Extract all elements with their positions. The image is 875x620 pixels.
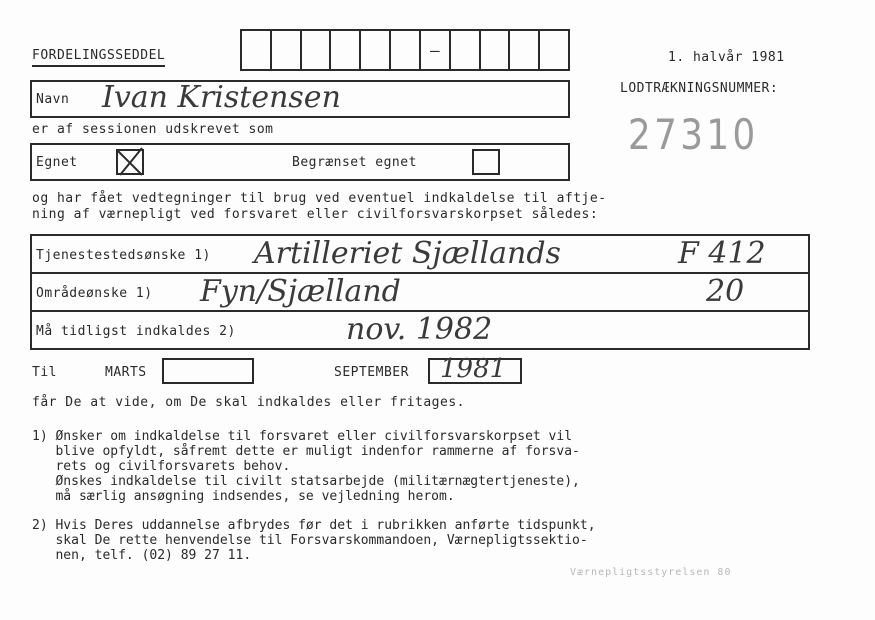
duty-code-handwritten: F 412: [678, 236, 766, 271]
intro-line-1: og har fået vedtegninger til brug ved eventuel indkaldelse til aftje-: [32, 191, 607, 206]
cross-mark-icon: [112, 145, 148, 179]
id-cell: [361, 31, 391, 69]
id-cell: [272, 31, 302, 69]
id-cell: [242, 31, 272, 69]
area-handwritten: Fyn/Sjælland: [200, 274, 401, 309]
id-cell: [510, 31, 540, 69]
session-caption: er af sessionen udskrevet som: [32, 122, 274, 137]
id-cell: [540, 31, 568, 69]
name-label: Navn: [36, 92, 70, 107]
name-box: [30, 80, 570, 118]
area-code-handwritten: 20: [706, 274, 745, 309]
duty-label: Tjenestestedsønske 1): [36, 248, 211, 263]
name-handwritten: Ivan Kristensen: [102, 80, 341, 115]
lottery-number-label: LODTRÆKNINGSNUMMER:: [620, 81, 779, 96]
footnote-1: 1) Ønsker om indkaldelse til forsvaret eller civilforsvarskorpset vil blive opfyldt, såfremt dette er muligt indenfor rammerne af forsva- rets og civilforsvarets behov. Ønskes indkaldelse til civilt statsarbejde (militærnægtertjeneste), må særlig ansøgning indsendes, se vejledning herom.: [32, 429, 580, 504]
form-title: FORDELINGSSEDDEL: [32, 48, 165, 67]
duty-handwritten: Artilleriet Sjællands: [254, 236, 561, 271]
id-cell: [331, 31, 361, 69]
september-handwritten: 1981: [440, 354, 507, 384]
limited-fit-checkbox[interactable]: [472, 149, 500, 175]
fitness-box: [30, 143, 570, 181]
intro-line-2: ning af værnepligt ved forsvaret eller civilforsvarskorpset således:: [32, 207, 599, 222]
preferences-table: [30, 234, 810, 350]
id-cell: [391, 31, 421, 69]
lottery-number-stamp: 27310: [628, 110, 759, 159]
id-cell: [302, 31, 332, 69]
footnote-2: 2) Hvis Deres uddannelse afbrydes før det i rubrikken anførte tidspunkt, skal De rette henvendelse til Forsvarskommandoen, Værnepligtssektio- nen, telf. (02) 89 27 11.: [32, 518, 596, 563]
id-cell: [481, 31, 511, 69]
printer-imprint: Værnepligtsstyrelsen 80: [570, 567, 732, 578]
march-label: MARTS: [105, 365, 147, 380]
area-label: Områdeønske 1): [36, 286, 153, 301]
march-box: [162, 358, 254, 384]
to-label: Til: [32, 365, 57, 380]
id-cell-separator: –: [421, 31, 451, 69]
earliest-handwritten: nov. 1982: [346, 312, 493, 347]
limited-fit-label: Begrænset egnet: [292, 155, 417, 170]
id-cell: [451, 31, 481, 69]
id-number-cells: [240, 29, 570, 71]
notice-line: får De at vide, om De skal indkaldes eller fritages.: [32, 395, 465, 410]
period-label: 1. halvår 1981: [668, 50, 785, 65]
fit-label: Egnet: [36, 155, 78, 170]
september-box: [428, 354, 522, 384]
september-label: SEPTEMBER: [334, 365, 409, 380]
earliest-label: Må tidligst indkaldes 2): [36, 324, 236, 339]
fit-checkbox[interactable]: [116, 149, 144, 175]
